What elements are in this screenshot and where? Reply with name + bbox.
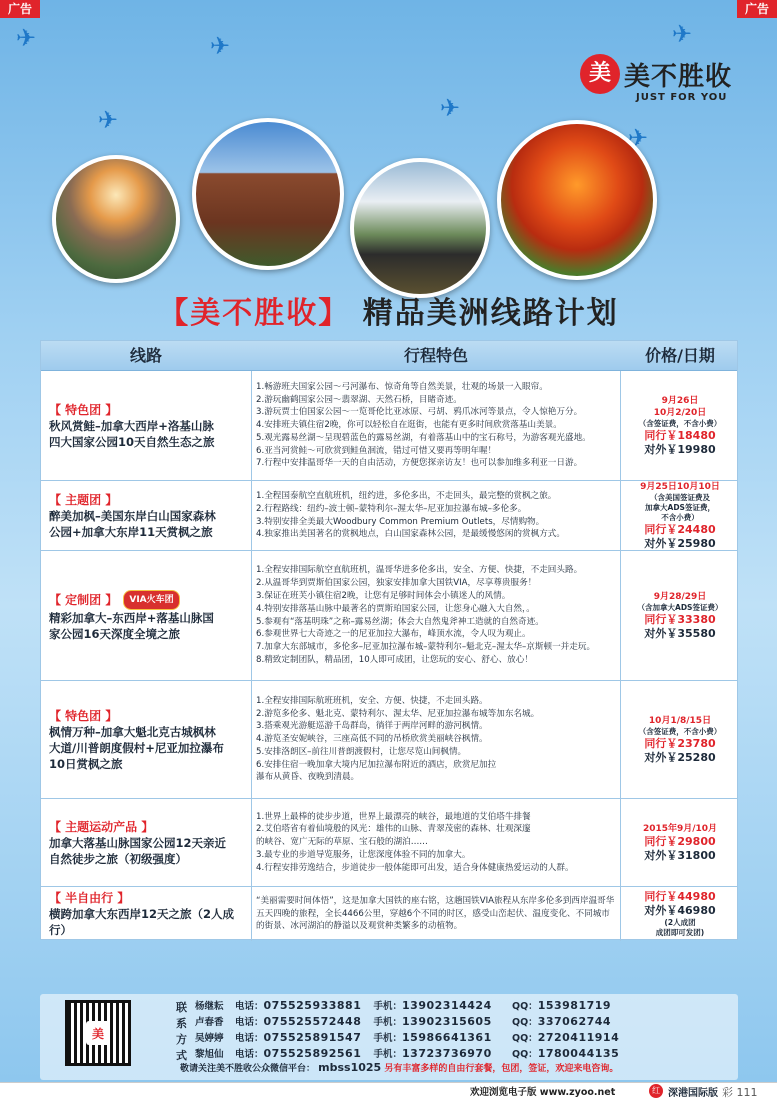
route-tag: 【 半自由行 】 (49, 891, 130, 905)
feature-line: 2.游览多伦多、魁北克、蒙特利尔、渥太华、尼亚加拉瀑布城等加东名城。 (256, 708, 540, 719)
feature-line: 7.行程中安排温哥华一天的自由活动，方便您探亲访友！也可以参加维多利亚一日游。 (256, 458, 583, 469)
route-name: 加拿大落基山脉国家公园12天亲近 (49, 835, 227, 850)
contact-mobile[interactable]: 13723736970 (402, 1047, 492, 1060)
feature-line: 8.精致定制团队，精品团，10人即可成团，让您玩的安心、舒心、放心！ (256, 654, 533, 665)
airplane-icon: ✈ (440, 94, 461, 122)
logo-mark: 美 (580, 54, 620, 94)
public-price: 对外￥46980 (644, 904, 716, 917)
page-footer (0, 1082, 777, 1100)
route-name: 精彩加拿大–东西岸+落基山脉国 (49, 610, 214, 625)
contact-name: 卢春香 (195, 1017, 224, 1028)
ad-label-left: 广告 (0, 0, 40, 18)
airplane-icon: ✈ (210, 32, 231, 60)
price-note: （含签证费，不含小费） (638, 418, 722, 428)
public-price: 对外￥31800 (644, 848, 716, 862)
price-note: 成团即可发团) (655, 928, 705, 937)
route-tag (49, 590, 247, 610)
contact-row: 杨继耘 电话：07552593388​1 手机：13902314424 QQ：153981719 (195, 999, 612, 1012)
tour-dates: 9月25日10月10日 (640, 481, 720, 492)
contact-phone[interactable]: 07552589154​7 (263, 1031, 362, 1044)
header-price: 价格/日期 (645, 346, 715, 365)
contact-name: 吴婷婷 (195, 1033, 224, 1044)
tour-dates: 2015年9月/10月 (642, 823, 718, 834)
route-name: 醉美加枫–美国东岸白山国家森林 (49, 508, 216, 523)
feature-line: 2.从温哥华到贾斯伯国家公园，独家安排加拿大国铁VIA，尽享尊贵服务！ (256, 578, 537, 589)
contact-qq[interactable]: 153981719 (537, 999, 612, 1012)
public-price: 对外￥35580 (644, 626, 716, 640)
wechat-line (180, 1061, 618, 1074)
route-tag: 【 特色团 】 (49, 402, 118, 417)
airplane-icon: ✈ (16, 24, 37, 52)
ad-label-right: 广告 (737, 0, 777, 18)
contact-label: 联 系 方 式 (176, 1001, 187, 1062)
public-price: 对外￥19980 (644, 442, 716, 456)
title-brand: 【美不胜收】 (158, 296, 351, 331)
route-name: 大道/川普朗度假村+尼亚加拉瀑布 (49, 740, 224, 755)
feature-line: 1.全程安排国际航空直航班机，温哥华进多伦多出，安全、方便、快捷，不走回头路。 (256, 565, 583, 576)
route-tag: 【 主题运动产品 】 (49, 819, 154, 834)
route-name: 自然徒步之旅（初级强度） (49, 851, 187, 866)
logo-subtitle: JUST FOR YOU (636, 92, 728, 103)
tour-dates: 10月2/20日 (653, 407, 707, 418)
contact-name: 杨继耘 (195, 1001, 224, 1012)
table-row (41, 371, 737, 481)
peer-price: 同行￥29800 (644, 834, 716, 848)
peer-price: 同行￥33380 (644, 612, 716, 626)
page-title (0, 288, 777, 332)
contact-mobile[interactable]: 15986641361 (402, 1031, 492, 1044)
airplane-icon: ✈ (672, 20, 693, 48)
tour-dates: 9月26日 (661, 395, 699, 406)
footer-page-number: 彩 111 (722, 1086, 758, 1099)
contact-qq[interactable]: 2720411914 (537, 1031, 620, 1044)
contact-name: 黎旭仙 (195, 1049, 224, 1060)
feature-line: 3.最专业的步道导览服务，让您深度体验不同的加拿大。 (256, 849, 471, 860)
table-row (41, 799, 737, 887)
peer-price: 同行￥44980 (644, 890, 716, 903)
contact-panel (40, 994, 738, 1080)
wechat-label: 敬请关注美不胜收公众微信平台： (180, 1064, 316, 1074)
routes-table (40, 340, 738, 940)
table-header (41, 341, 737, 371)
contact-phone[interactable]: 07552593388​1 (263, 999, 362, 1012)
price-note: （含加拿大ADS签证费） (637, 602, 723, 612)
header-route: 线路 (129, 346, 162, 365)
feature-line: 3.特别安排全美最大Woodbury Common Premium Outlets，尽情购物。 (256, 516, 545, 527)
wechat-promo: 另有丰富多样的自由行套餐，包团，签证，欢迎来电咨询。 (384, 1064, 619, 1074)
route-name: 横跨加拿大东西岸12天之旅（2人成行） (49, 907, 235, 937)
wechat-id[interactable]: mbss1025 (318, 1061, 382, 1074)
feature-line: 1.全程安排国际航班班机，安全、方便、快捷，不走回头路。 (256, 695, 488, 706)
price-note: (2人成团 (664, 918, 696, 927)
price-note: （含签证费，不含小费） (638, 726, 722, 736)
feature-line: 的峡谷、宽广无际的草原、宝石般的湖泊…… (256, 837, 428, 848)
qr-logo-mark: 美 (86, 1021, 110, 1045)
feature-line: 6.安排住宿一晚加拿大境内尼加拉瀑布附近的酒店，欣赏尼加拉 (256, 759, 497, 770)
feature-line: 4.特别安排落基山脉中最著名的贾斯珀国家公园，让您身心融入大自然，。 (256, 603, 535, 614)
tour-dates: 9月28/29日 (653, 591, 707, 602)
feature-line: 4.安排班夫镇住宿2晚，你可以轻松自在逛街，也能有更多时间欣赏落基山美景。 (256, 420, 562, 431)
feature-line: 1.畅游班夫国家公园～弓河瀑布、惊奇角等自然美景，壮观的场景一入眼帘。 (256, 381, 548, 392)
footer-website[interactable]: 欢迎浏览电子版 www.zyoo.net (470, 1087, 616, 1098)
mountain-photo (52, 155, 180, 283)
via-train-badge: VIA火车团 (123, 590, 179, 610)
footer-badge: 红 (649, 1084, 663, 1098)
contact-qq[interactable]: 1780044135 (537, 1047, 620, 1060)
route-name: 四大国家公园10天自然生态之旅 (49, 434, 215, 449)
route-name: 10日赏枫之旅 (49, 756, 123, 771)
contact-row: 卢春香 电话：07552557244​8 手机：13902315605 QQ：337062744 (195, 1015, 612, 1028)
feature-line: 3.保证在班芙小镇住宿2晚，让您有足够时间体会小镇迷人的风情。 (256, 590, 511, 601)
contact-phone[interactable]: 07552589256​1 (263, 1047, 362, 1060)
qr-code[interactable] (65, 1000, 131, 1066)
contact-phone[interactable]: 07552557244​8 (263, 1015, 362, 1028)
route-name: 家公园16天深度全境之旅 (49, 626, 181, 641)
feature-line: 4.行程安排劳逸结合，步道徒步一般体能即可出发，适合身体健康热爱运动的人群。 (256, 862, 574, 873)
title-text: 精品美洲线路计划 (362, 296, 619, 331)
route-tag: 【 特色团 】 (49, 708, 118, 723)
feature-line: 2.艾伯塔省有着仙境般的风光：雄伟的山脉、青翠茂密的森林、壮观深邃 (256, 824, 531, 835)
brand-logo (580, 52, 750, 112)
chateau-photo (192, 118, 344, 270)
feature-paragraph: “美丽需要时间体悟”，这是加拿大国铁的座右铭，这趟国铁VIA旅程从东岸多伦多到西岸温哥华五天四晚的旅程，全长4466公里，穿越6个不同的时区，感受山峦起伏、温度变化、不同城市的街景、冰河湖泊的静溢以及观赏种类繁多的动植物。 (256, 895, 615, 932)
feature-line: 7.加拿大东部城市，多伦多–尼亚加拉瀑布城–蒙特利尔–魁北克–渥太华–京斯顿一并走玩。 (256, 642, 596, 653)
contact-mobile[interactable]: 13902315605 (402, 1015, 492, 1028)
footer-edition: 深港国际版 (668, 1088, 718, 1099)
feature-line: 1.世界上最棒的徒步步道，世界上最漂亮的峡谷，最地道的艾伯塔牛排餐 (256, 811, 531, 822)
route-tag: 【 主题团 】 (49, 492, 118, 507)
table-row (41, 551, 737, 681)
feature-line: 5.安排洛朗区–前往川普朗渡假村，让您尽览山间枫情。 (256, 746, 467, 757)
header-features: 行程特色 (403, 346, 468, 365)
feature-line: 4.独家推出美国著名的赏枫地点，白山国家森林公园，是最缓慢悠闲的赏枫方式。 (256, 529, 565, 540)
price-note: 加拿大ADS签证费， (645, 502, 715, 512)
feature-line: 4.游览圣安妮峡谷，三座高低不同的吊桥欣赏美丽峡谷枫情。 (256, 734, 488, 745)
logo-text: 美不胜收 (624, 62, 733, 92)
contact-row: 黎旭仙 电话：07552589256​1 手机：13723736970 QQ：1780044135 (195, 1047, 620, 1060)
feature-line: 6.亚当河赏鲑～可欣赏到鲑鱼洄流，错过可惜又要再等明年喔！ (256, 445, 497, 456)
route-tag-text: 【 定制团 】 (49, 592, 118, 607)
feature-line: 2.行程路线：纽约–波士顿–蒙特利尔–渥太华–尼亚加拉瀑布城–多伦多。 (256, 503, 527, 514)
route-name: 枫情万种–加拿大魁北克古城枫林 (49, 724, 216, 739)
feature-line: 6.参观世界七大奇迹之一的尼亚加拉大瀑布，峰顶水流，令人叹为观止。 (256, 629, 531, 640)
table-row (41, 681, 737, 799)
tour-dates: 10月1/8/15日 (648, 715, 712, 726)
table-row (41, 887, 737, 941)
public-price: 对外￥25980 (644, 536, 716, 550)
feature-line: 3.搭乘观光游艇巡游千岛群岛，徜徉于两岸河畔的游河枫情。 (256, 721, 488, 732)
feature-line: 5.参观有“落基明珠”之称–露易丝湖；体会大自然鬼斧神工造就的自然奇迹。 (256, 616, 544, 627)
public-price: 对外￥25280 (644, 750, 716, 764)
contact-qq[interactable]: 337062744 (537, 1015, 612, 1028)
feature-line: 3.游玩贾士伯国家公园～一览哥伦比亚冰原、弓胡、鸦爪冰河等景点，令人惊艳万分。 (256, 407, 583, 418)
feature-line: 瀑布从黄昏、夜晚到清晨。 (256, 772, 360, 783)
airplane-icon: ✈ (98, 106, 119, 134)
contact-row: 吴婷婷 电话：07552589154​7 手机：15986641361 QQ：2720411914 (195, 1031, 620, 1044)
autumn-tree-photo (497, 120, 657, 280)
peer-price: 同行￥23780 (644, 736, 716, 750)
price-note: 不含小费） (661, 512, 699, 522)
route-name: 公园+加拿大东岸11天赏枫之旅 (49, 524, 213, 539)
peer-price: 同行￥24480 (644, 522, 716, 536)
route-name: 秋风赏鲑–加拿大西岸+洛基山脉 (49, 418, 214, 433)
contact-mobile[interactable]: 13902314424 (402, 999, 492, 1012)
train-photo (350, 158, 490, 298)
table-row (41, 481, 737, 551)
peer-price: 同行￥18480 (644, 428, 716, 442)
feature-line: 1.全程国泰航空直航班机，纽约进，多伦多出，不走回头，最完整的赏枫之旅。 (256, 490, 557, 501)
feature-line: 2.游玩幽鹤国家公园～翡翠湖、天然石桥，目睹奇迹。 (256, 394, 462, 405)
airplane-icon: ✈ (628, 124, 649, 152)
price-note: （含美国签证费及 (650, 492, 710, 502)
feature-line: 5.观光露易丝湖～呈现碧蓝色的露易丝湖，有着落基山中的宝石称号，为游客观光盛地。 (256, 432, 591, 443)
